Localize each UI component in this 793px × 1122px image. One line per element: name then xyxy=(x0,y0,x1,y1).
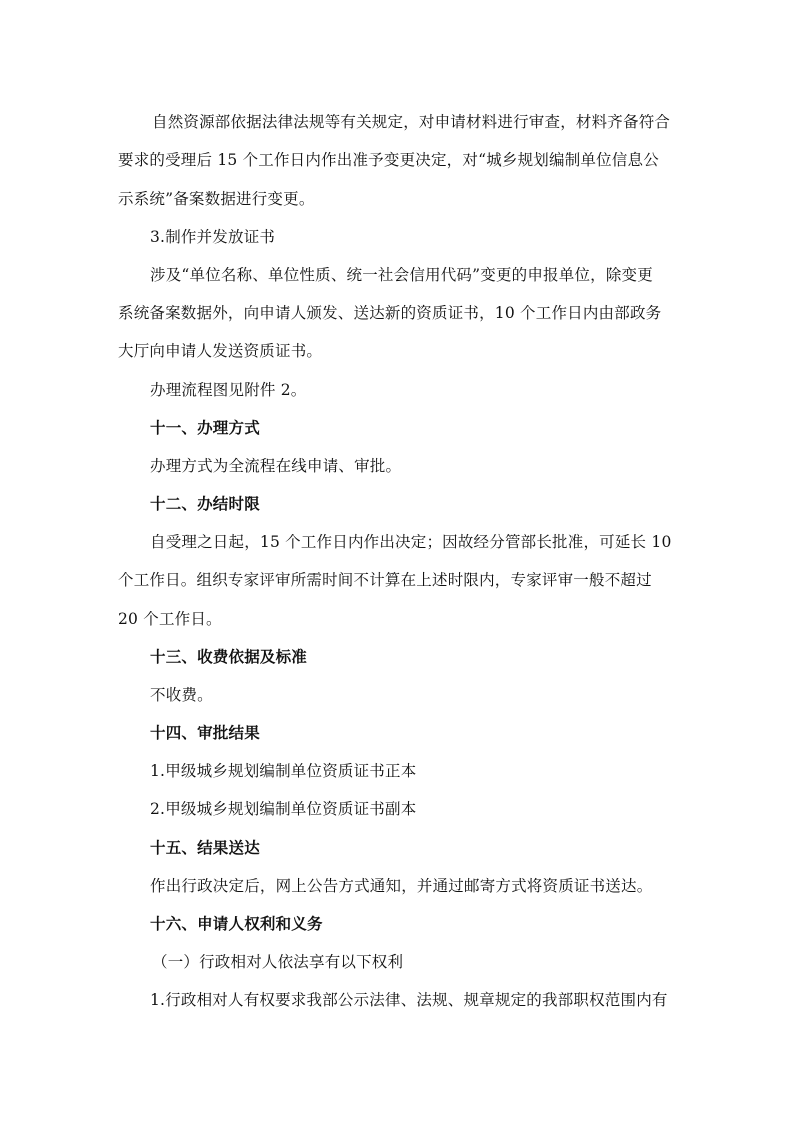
list-item: 1.行政相对人有权要求我部公示法律、法规、规章规定的我部职权范围内有 xyxy=(150,991,668,1009)
paragraph-line: 办理流程图见附件 2。 xyxy=(150,381,307,399)
list-item: 1.甲级城乡规划编制单位资质证书正本 xyxy=(150,762,417,780)
section-heading: 十一、办理方式 xyxy=(150,419,260,437)
paragraph-line: 要求的受理后 15 个工作日内作出准予变更决定，对“城乡规划编制单位信息公 xyxy=(118,151,659,169)
subsection-heading: （一）行政相对人依法享有以下权利 xyxy=(152,953,404,971)
list-item-heading: 3.制作并发放证书 xyxy=(150,228,276,246)
paragraph-line: 办理方式为全流程在线申请、审批。 xyxy=(150,457,402,475)
list-item: 2.甲级城乡规划编制单位资质证书副本 xyxy=(150,800,417,818)
paragraph-line: 20 个工作日。 xyxy=(118,610,222,628)
paragraph-line: 不收费。 xyxy=(150,686,213,704)
paragraph-line: 作出行政决定后，网上公告方式通知，并通过邮寄方式将资质证书送达。 xyxy=(150,877,653,895)
section-heading: 十四、审批结果 xyxy=(150,724,260,742)
section-heading: 十二、办结时限 xyxy=(150,495,260,513)
paragraph-line: 自然资源部依据法律法规等有关规定，对申请材料进行审查，材料齐备符合 xyxy=(152,113,671,131)
paragraph-line: 示系统”备案数据进行变更。 xyxy=(118,190,315,208)
section-heading: 十五、结果送达 xyxy=(150,839,260,857)
section-heading: 十六、申请人权利和义务 xyxy=(150,915,323,933)
paragraph-line: 涉及“单位名称、单位性质、统一社会信用代码”变更的申报单位，除变更 xyxy=(150,266,653,284)
section-heading: 十三、收费依据及标准 xyxy=(150,648,308,666)
paragraph-line: 系统备案数据外，向申请人颁发、送达新的资质证书，10 个工作日内由部政务 xyxy=(118,304,662,322)
paragraph-line: 自受理之日起，15 个工作日内作出决定；因故经分管部长批准，可延长 10 xyxy=(150,533,672,551)
paragraph-line: 大厅向申请人发送资质证书。 xyxy=(118,342,323,360)
paragraph-line: 个工作日。组织专家评审所需时间不计算在上述时限内，专家评审一般不超过 xyxy=(118,571,652,589)
